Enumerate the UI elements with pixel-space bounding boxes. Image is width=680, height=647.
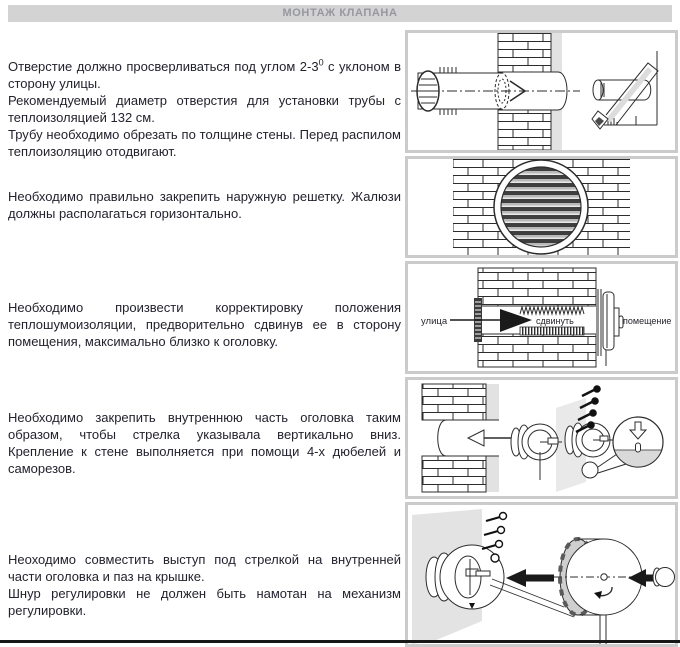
head-assembly-1 [511, 424, 562, 480]
instruction-block-2 [8, 188, 401, 222]
paragraph-cord: Шнур регулировки не должен быть намотан на механизм регулировки. [8, 586, 401, 618]
header-bar [8, 5, 672, 22]
knob [653, 568, 675, 587]
paragraph-diameter: Рекомендуемый диаметр отверстия для установки трубы с теплоизоляцией 132 см. [8, 93, 401, 125]
page-bottom-rule [0, 640, 680, 643]
detail-line-1 [492, 579, 564, 607]
room-label: помещение [623, 316, 672, 326]
paragraph-text: Отверстие должно просверливаться под углом 2-3 [8, 59, 319, 74]
instruction-block-4 [8, 409, 401, 477]
outer-grille-diagram [408, 159, 675, 255]
saw-cutting-pipe-scene [592, 51, 658, 129]
instruction-block-5 [8, 551, 401, 619]
notch-slot [636, 443, 641, 452]
valve-head-side [598, 289, 623, 366]
paragraph-align-notch: Неоходимо совместить выступ под стрелкой на внутренней части оголовка и паз на крышке. [8, 552, 401, 584]
shift-label: сдвинуть [536, 316, 574, 326]
diagram-panel-1 [405, 30, 678, 153]
instruction-block-1 [8, 58, 401, 160]
cover-assembly-diagram [408, 505, 675, 644]
head-mounting-diagram [408, 380, 675, 496]
diagram-panel-3 [405, 261, 678, 374]
paragraph-head-mounting: Необходимо закрепить внутреннюю часть оголовка таким образом, чтобы стрелка указывала вертикально вниз. Крепление к стене выполняется при помощи 4-х дюбелей и саморезов. [8, 410, 401, 476]
paragraph-drill-angle [8, 58, 401, 92]
page-title: МОНТАЖ КЛАПАНА [282, 7, 398, 19]
paragraph-insulation: Необходимо произвести корректировку положения теплошумоизоляции, предворительно сдвинув ее в сторону помещения, максимально близко к оголовку. [8, 300, 401, 349]
instruction-block-3 [8, 299, 401, 350]
insulation-shift-diagram [408, 264, 675, 371]
paragraph-text: с уклоном в сторону улицы. [8, 59, 401, 91]
paragraph-grille: Необходимо правильно закрепить наружную решетку. Жалюзи должны располагаться горизонтально. [8, 189, 401, 221]
diagram-panel-2 [405, 156, 678, 258]
drill-through-wall-diagram [408, 33, 675, 150]
diagram-panel-4 [405, 377, 678, 499]
grille-louvers [501, 167, 581, 247]
diagram-panel-5 [405, 502, 678, 647]
arrow-detail-magnifier [613, 417, 663, 467]
regulation-cover [554, 539, 652, 644]
paragraph-cut-pipe: Трубу необходимо обрезать по толщине стены. Перед распилом теплоизоляцию отодвигают. [8, 127, 401, 159]
street-label: улица [421, 316, 448, 327]
superscript-degree: 0 [318, 57, 324, 68]
insulation-hatch [520, 327, 584, 335]
assembly-arrow-left [506, 569, 554, 587]
